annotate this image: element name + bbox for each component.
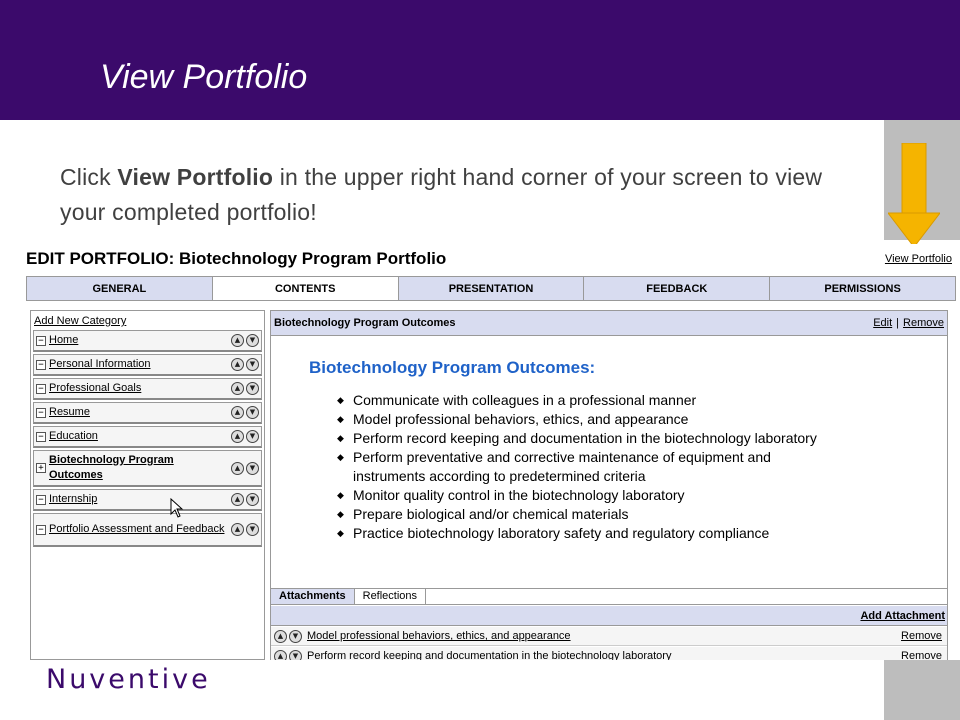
list-item-text: Perform record keeping and documentation in the biotechnology laboratory bbox=[353, 430, 817, 446]
move-down-icon[interactable]: ▼ bbox=[246, 523, 259, 536]
content-body bbox=[271, 336, 947, 586]
instructions-text bbox=[60, 160, 860, 230]
move-up-icon[interactable]: ▲ bbox=[231, 493, 244, 506]
remove-attachment-link[interactable]: Remove bbox=[901, 630, 942, 642]
list-item-text: Monitor quality control in the biotechnology laboratory bbox=[353, 487, 685, 503]
page-title: EDIT PORTFOLIO: Biotechnology Program Portfolio bbox=[26, 249, 447, 268]
logo-text: Nuventive bbox=[46, 664, 211, 695]
outcomes-list bbox=[309, 391, 947, 543]
app-screenshot bbox=[22, 244, 958, 660]
move-up-icon[interactable]: ▲ bbox=[274, 630, 287, 643]
sidebar-item-portfolio-assessment-and-feedback[interactable] bbox=[33, 513, 262, 547]
attachment-header bbox=[271, 606, 947, 626]
bullet-icon: ◆ bbox=[337, 490, 344, 500]
sidebar-item-label[interactable]: Internship bbox=[49, 493, 98, 505]
content-header-actions bbox=[873, 317, 944, 329]
list-item bbox=[309, 429, 947, 448]
content-panel bbox=[270, 310, 948, 660]
sidebar-item-label[interactable]: Portfolio Assessment and Feedback bbox=[49, 523, 225, 535]
list-item bbox=[309, 524, 947, 543]
divider: | bbox=[896, 317, 900, 329]
tab-presentation[interactable]: PRESENTATION bbox=[399, 277, 585, 300]
move-down-icon[interactable]: ▼ bbox=[246, 493, 259, 506]
bullet-icon: ◆ bbox=[337, 414, 344, 424]
list-item-text: Prepare biological and/or chemical materials bbox=[353, 506, 629, 522]
move-up-icon[interactable]: ▲ bbox=[231, 430, 244, 443]
collapse-icon[interactable]: − bbox=[36, 432, 46, 442]
tab-contents[interactable]: CONTENTS bbox=[213, 277, 399, 300]
list-item-text: Practice biotechnology laboratory safety and regulatory compliance bbox=[353, 525, 770, 541]
sidebar-item-label[interactable]: Professional Goals bbox=[49, 382, 142, 394]
move-down-icon[interactable]: ▼ bbox=[246, 406, 259, 419]
instructions-prefix: Click bbox=[60, 164, 118, 190]
move-up-icon[interactable]: ▲ bbox=[231, 358, 244, 371]
remove-attachment-link[interactable]: Remove bbox=[901, 650, 942, 660]
view-portfolio-link[interactable]: View Portfolio bbox=[884, 253, 952, 265]
bullet-icon: ◆ bbox=[337, 452, 344, 462]
instructions-suffix: in the upper right hand corner of your screen to view your completed portfolio! bbox=[60, 164, 823, 225]
collapse-icon[interactable]: − bbox=[36, 495, 46, 505]
add-attachment-link[interactable]: Add Attachment bbox=[860, 610, 945, 622]
move-up-icon[interactable]: ▲ bbox=[231, 334, 244, 347]
tab-feedback[interactable]: FEEDBACK bbox=[584, 277, 770, 300]
sidebar-item-biotechnology-program-outcomes[interactable] bbox=[33, 450, 262, 487]
move-down-icon[interactable]: ▼ bbox=[246, 462, 259, 475]
list-item bbox=[309, 410, 947, 429]
list-item-text: Communicate with colleagues in a professional manner bbox=[353, 392, 697, 408]
sidebar-item-label[interactable]: Home bbox=[49, 334, 79, 346]
collapse-icon[interactable]: − bbox=[36, 336, 46, 346]
collapse-icon[interactable]: − bbox=[36, 384, 46, 394]
collapse-icon[interactable]: − bbox=[36, 360, 46, 370]
sidebar-item-resume[interactable] bbox=[33, 402, 262, 424]
sidebar-item-personal-information[interactable] bbox=[33, 354, 262, 376]
move-up-icon[interactable]: ▲ bbox=[231, 406, 244, 419]
bullet-icon: ◆ bbox=[337, 509, 344, 519]
decorative-gray-block-bottom bbox=[884, 660, 960, 720]
instructions-bold: View Portfolio bbox=[117, 164, 274, 190]
category-sidebar bbox=[30, 310, 265, 660]
bullet-icon: ◆ bbox=[337, 528, 344, 538]
move-up-icon[interactable]: ▲ bbox=[231, 523, 244, 536]
mouse-pointer-icon bbox=[170, 498, 184, 518]
move-down-icon[interactable]: ▼ bbox=[289, 650, 302, 661]
content-header-title: Biotechnology Program Outcomes bbox=[274, 317, 456, 329]
attachment-link[interactable]: Model professional behaviors, ethics, and appearance bbox=[307, 630, 571, 642]
bullet-icon: ◆ bbox=[337, 395, 344, 405]
attachment-row bbox=[271, 627, 947, 646]
move-down-icon[interactable]: ▼ bbox=[246, 358, 259, 371]
list-item bbox=[309, 505, 947, 524]
nuventive-logo bbox=[46, 658, 246, 698]
move-up-icon[interactable]: ▲ bbox=[274, 650, 287, 661]
attachment-row bbox=[271, 647, 947, 660]
content-header bbox=[271, 311, 947, 336]
add-new-category-link[interactable]: Add New Category bbox=[34, 315, 127, 327]
tab-reflections[interactable]: Reflections bbox=[355, 589, 426, 604]
sidebar-item-label[interactable]: Education bbox=[49, 430, 98, 442]
arrow-down-icon bbox=[888, 143, 940, 248]
sidebar-item-label[interactable]: Personal Information bbox=[49, 358, 151, 370]
sidebar-item-professional-goals[interactable] bbox=[33, 378, 262, 400]
move-down-icon[interactable]: ▼ bbox=[289, 630, 302, 643]
move-up-icon[interactable]: ▲ bbox=[231, 462, 244, 475]
list-item bbox=[309, 391, 947, 410]
content-heading: Biotechnology Program Outcomes: bbox=[309, 358, 596, 377]
tab-attachments[interactable]: Attachments bbox=[271, 589, 355, 604]
sidebar-item-label[interactable]: Resume bbox=[49, 406, 90, 418]
sidebar-item-education[interactable] bbox=[33, 426, 262, 448]
sidebar-item-label[interactable]: Biotechnology Program Outcomes bbox=[49, 454, 174, 481]
list-item-text: Model professional behaviors, ethics, and appearance bbox=[353, 411, 689, 427]
remove-link[interactable]: Remove bbox=[903, 317, 944, 329]
tab-permissions[interactable]: PERMISSIONS bbox=[770, 277, 955, 300]
expand-icon[interactable]: + bbox=[36, 463, 46, 473]
bullet-icon: ◆ bbox=[337, 433, 344, 443]
sidebar-item-home[interactable] bbox=[33, 330, 262, 352]
edit-link[interactable]: Edit bbox=[873, 317, 893, 329]
tab-bar bbox=[26, 276, 956, 301]
move-up-icon[interactable]: ▲ bbox=[231, 382, 244, 395]
list-item bbox=[309, 486, 947, 505]
slide-title: View Portfolio bbox=[100, 58, 308, 96]
tab-general[interactable]: GENERAL bbox=[27, 277, 213, 300]
collapse-icon[interactable]: − bbox=[36, 408, 46, 418]
move-down-icon[interactable]: ▼ bbox=[246, 382, 259, 395]
attachment-link[interactable]: Perform record keeping and documentation in the biotechnology laboratory bbox=[307, 650, 672, 660]
list-item bbox=[309, 448, 947, 486]
attachment-tab-bar bbox=[271, 588, 947, 605]
move-down-icon[interactable]: ▼ bbox=[246, 334, 259, 347]
sidebar-item-internship[interactable] bbox=[33, 489, 262, 511]
collapse-icon[interactable]: − bbox=[36, 525, 46, 535]
list-item-text: Perform preventative and corrective maintenance of equipment and instruments according to predetermined criteria bbox=[353, 449, 771, 484]
move-down-icon[interactable]: ▼ bbox=[246, 430, 259, 443]
